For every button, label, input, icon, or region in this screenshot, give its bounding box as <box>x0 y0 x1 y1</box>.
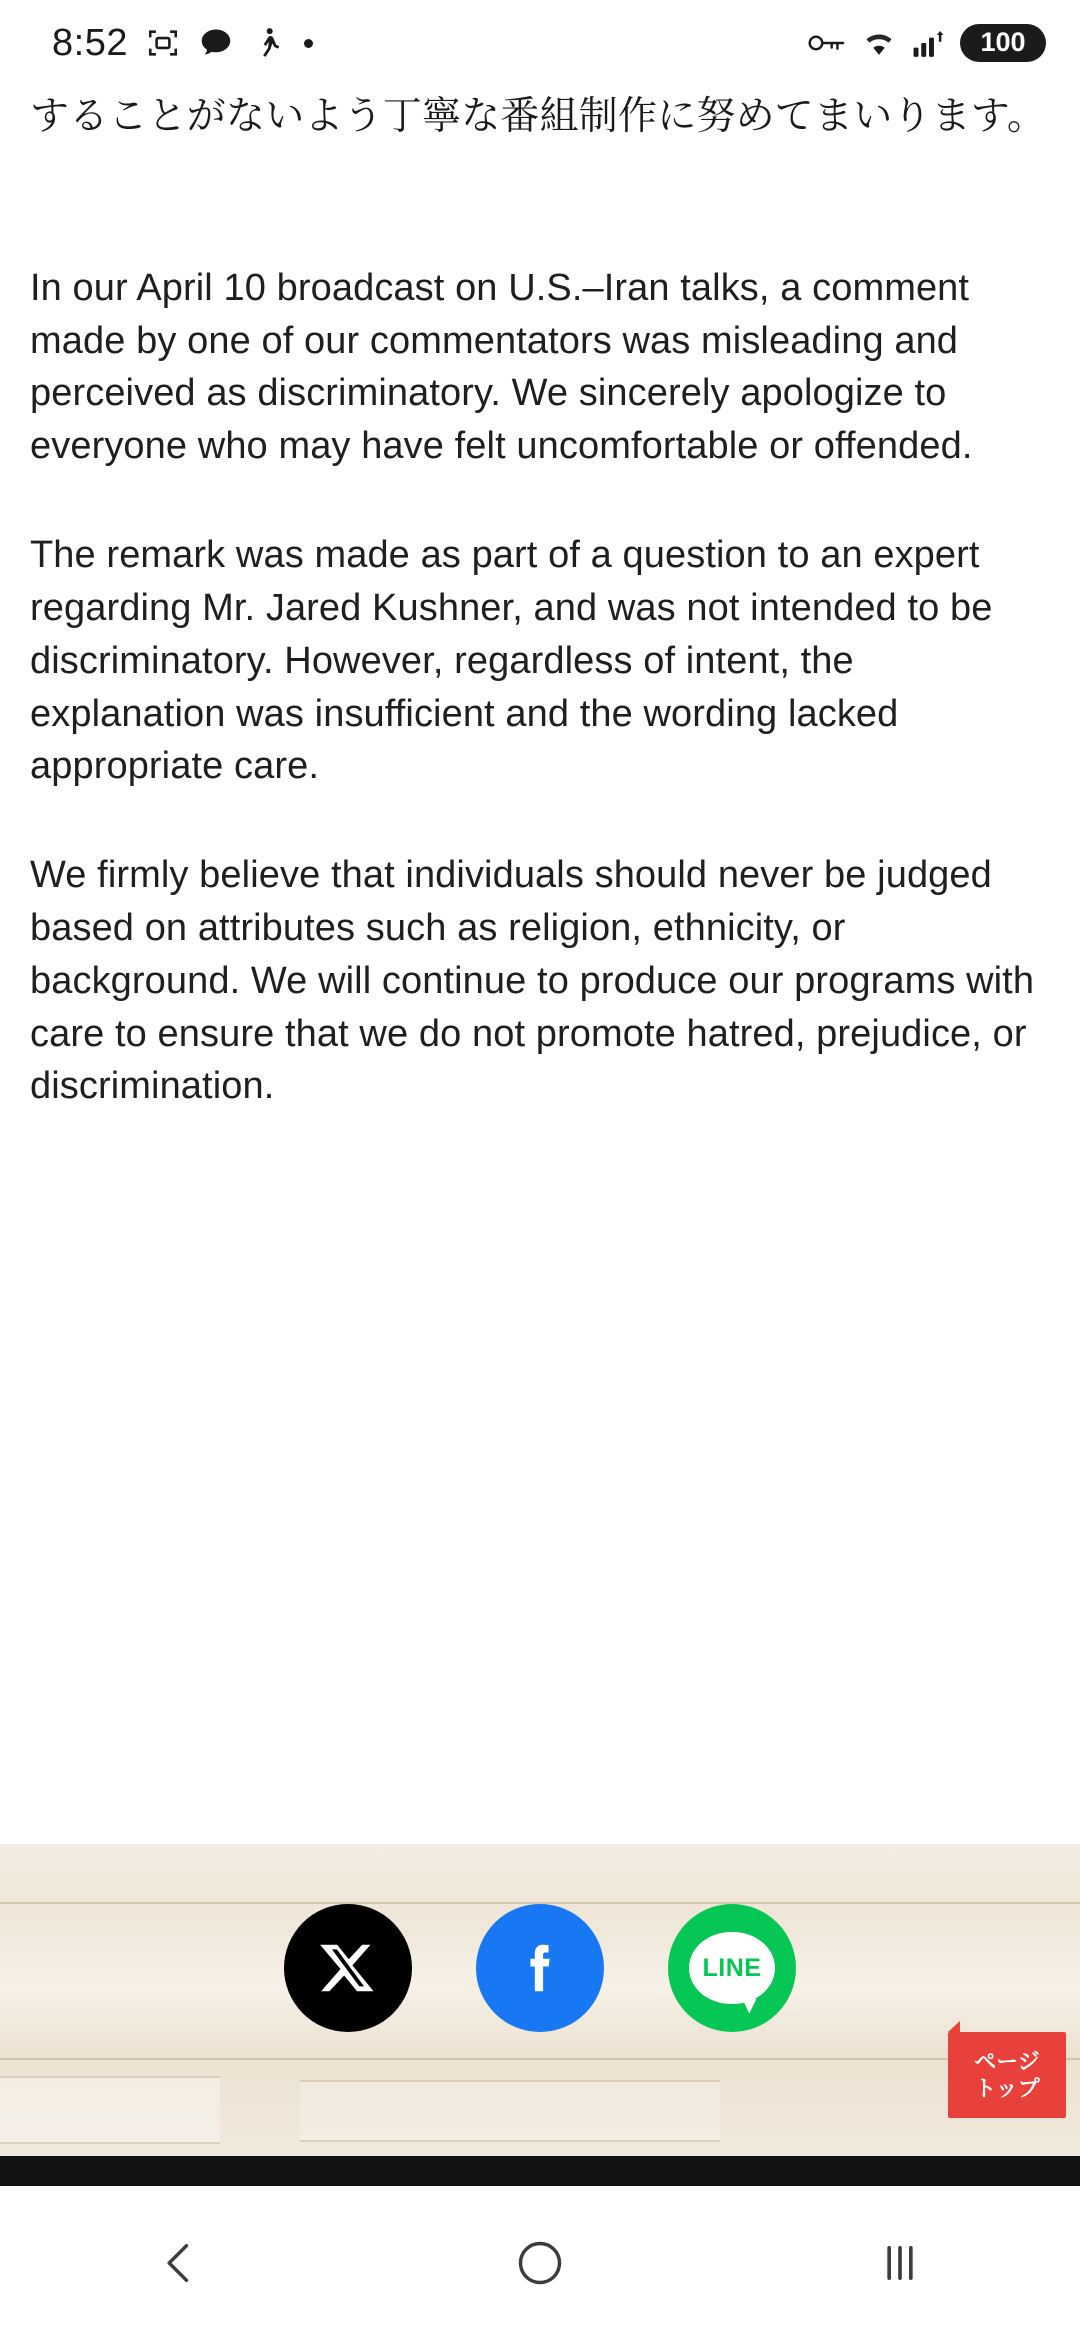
status-bar <box>0 0 1080 86</box>
x-logo-icon <box>317 1937 379 1999</box>
back-button[interactable] <box>105 2213 255 2313</box>
home-button[interactable] <box>465 2213 615 2313</box>
status-bar-left <box>52 22 313 65</box>
chat-bubble-icon <box>198 25 234 61</box>
share-buttons <box>0 1904 1080 2032</box>
dot-icon <box>304 39 313 48</box>
pedestrian-icon <box>252 26 286 60</box>
status-clock: 8:52 <box>52 21 128 64</box>
line-logo-label: LINE <box>702 1953 762 1982</box>
paragraph-apology: In our April 10 broadcast on U.S.–Iran talks, a comment made by one of our commentators was misleading and perceived as discriminatory. We sincerely apologize to everyone who may have felt uncomfortable or offended. <box>30 266 973 468</box>
share-x-button[interactable] <box>284 1904 412 2032</box>
recents-button[interactable] <box>825 2213 975 2313</box>
bottom-black-bar <box>0 2156 1080 2186</box>
wifi-icon <box>860 28 898 58</box>
home-icon <box>514 2237 566 2289</box>
mobile-signal-icon <box>912 27 946 59</box>
facebook-logo-icon <box>509 1937 571 1999</box>
page-top-label-line2: トップ <box>974 2076 1040 2101</box>
japanese-paragraph-tail: することがないよう丁寧な番組制作に努めてまいります。 <box>30 95 1047 138</box>
page-top-fold-icon <box>948 2021 960 2032</box>
screenshot-icon <box>146 26 180 60</box>
article-content <box>0 86 1080 1113</box>
page-top-label-line1: ページ <box>974 2048 1040 2074</box>
back-icon <box>154 2237 206 2289</box>
paragraph-gap-1 <box>30 473 1050 529</box>
vpn-key-icon <box>806 28 846 58</box>
recents-icon <box>874 2237 926 2289</box>
page-top-button[interactable] <box>948 2032 1066 2118</box>
paragraph-gap-2 <box>30 793 1050 849</box>
line-logo-icon <box>689 1932 775 2004</box>
share-line-button[interactable] <box>668 1904 796 2032</box>
paragraph-context: The remark was made as part of a question to an expert regarding Mr. Jared Kushner, and was not intended to be discriminatory. However, regardless of intent, the explanation was insufficient and the wording lacked appropriate care. <box>30 534 993 788</box>
status-bar-right <box>806 24 1046 62</box>
paragraph-commitment: We firmly believe that individuals should never be judged based on attributes such as religion, ethnicity, or background. We will continue to produce our programs with care to ensure that we do not promote hatred, prejudice, or discrimination. <box>30 854 1035 1108</box>
battery-indicator: 100 <box>960 24 1046 62</box>
share-footer <box>0 1844 1080 2156</box>
system-navigation-bar <box>0 2186 1080 2340</box>
content-gap <box>30 144 1050 262</box>
share-facebook-button[interactable] <box>476 1904 604 2032</box>
